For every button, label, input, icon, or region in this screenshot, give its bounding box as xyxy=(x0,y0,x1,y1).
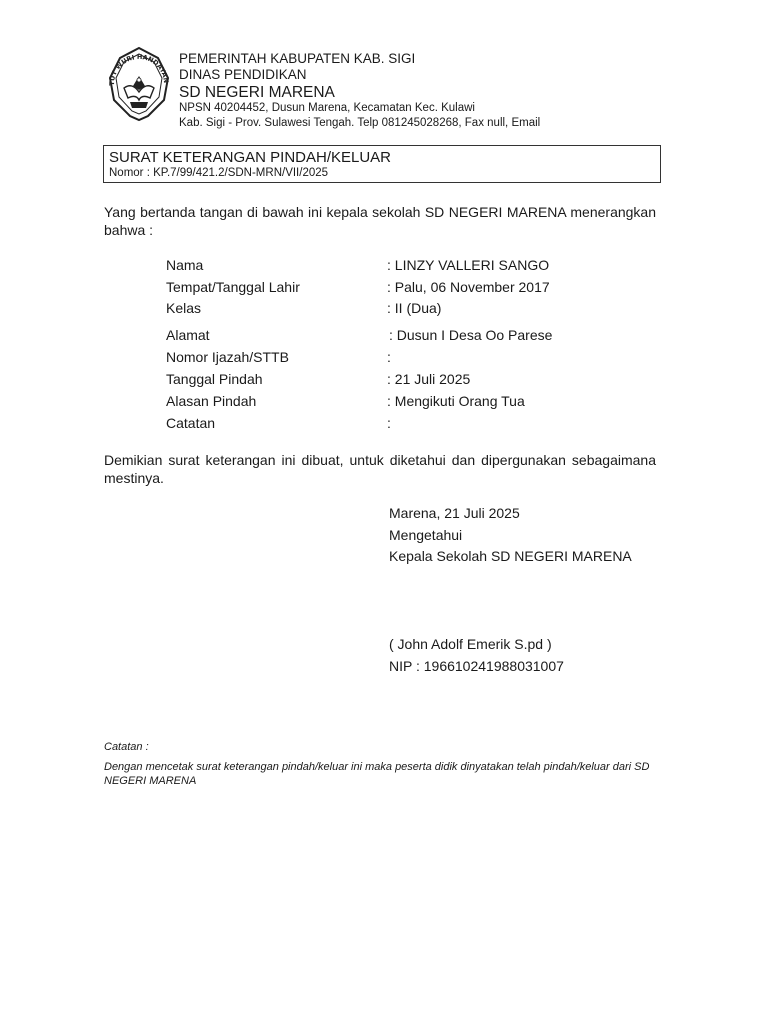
tut-wuri-handayani-emblem-icon xyxy=(102,46,176,122)
signature-nip: NIP : 196610241988031007 xyxy=(389,658,564,674)
note-title: Catatan : xyxy=(104,741,149,753)
header-government: PEMERINTAH KABUPATEN KAB. SIGI xyxy=(179,51,416,66)
signature-acknowledge: Mengetahui xyxy=(389,527,463,543)
field-label-kelas: Kelas xyxy=(166,300,202,316)
header-department: DINAS PENDIDIKAN xyxy=(179,67,307,82)
signature-place-date: Marena, 21 Juli 2025 xyxy=(389,505,520,521)
closing-paragraph: Demikian surat keterangan ini dibuat, untuk diketahui dan dipergunakan sebagaimana mestinya. xyxy=(104,452,656,486)
field-value-tanggal-pindah: : 21 Juli 2025 xyxy=(387,371,471,387)
field-label-tanggal-pindah: Tanggal Pindah xyxy=(166,371,263,387)
emblem-text: TUT WURI HANDAYAN xyxy=(107,52,171,86)
field-label-alamat: Alamat xyxy=(166,327,210,343)
field-label-tempat-tanggal-lahir: Tempat/Tanggal Lahir xyxy=(166,279,300,295)
letter-title-box xyxy=(103,145,661,183)
signature-name: ( John Adolf Emerik S.pd ) xyxy=(389,636,552,652)
field-value-catatan: : xyxy=(387,415,391,431)
field-label-alasan-pindah: Alasan Pindah xyxy=(166,393,257,409)
field-label-catatan: Catatan xyxy=(166,415,216,431)
header-address-line-2: Kab. Sigi - Prov. Sulawesi Tengah. Telp 081245028268, Fax null, Email xyxy=(179,117,541,129)
field-value-kelas: : II (Dua) xyxy=(387,300,442,316)
header-school-name: SD NEGERI MARENA xyxy=(179,84,335,101)
letter-number: Nomor : KP.7/99/421.2/SDN-MRN/VII/2025 xyxy=(109,167,329,179)
field-value-alasan-pindah: : Mengikuti Orang Tua xyxy=(387,393,525,409)
note-text: Dengan mencetak surat keterangan pindah/keluar ini maka peserta didik dinyatakan telah pindah/keluar dari SD NEGERI MARENA xyxy=(104,761,650,787)
letter-title: SURAT KETERANGAN PINDAH/KELUAR xyxy=(109,149,392,166)
signature-role: Kepala Sekolah SD NEGERI MARENA xyxy=(389,548,632,564)
field-label-nama: Nama xyxy=(166,257,204,273)
field-value-alamat: : Dusun I Desa Oo Parese xyxy=(389,327,553,343)
field-value-nama: : LINZY VALLERI SANGO xyxy=(387,257,550,273)
field-label-nomor-ijazah: Nomor Ijazah/STTB xyxy=(166,349,289,365)
header-address-line-1: NPSN 40204452, Dusun Marena, Kecamatan Kec. Kulawi xyxy=(179,102,475,114)
intro-paragraph: Yang bertanda tangan di bawah ini kepala sekolah SD NEGERI MARENA menerangkan bahwa : xyxy=(104,204,656,238)
field-value-nomor-ijazah: : xyxy=(387,349,391,365)
field-value-tempat-tanggal-lahir: : Palu, 06 November 2017 xyxy=(387,279,550,295)
